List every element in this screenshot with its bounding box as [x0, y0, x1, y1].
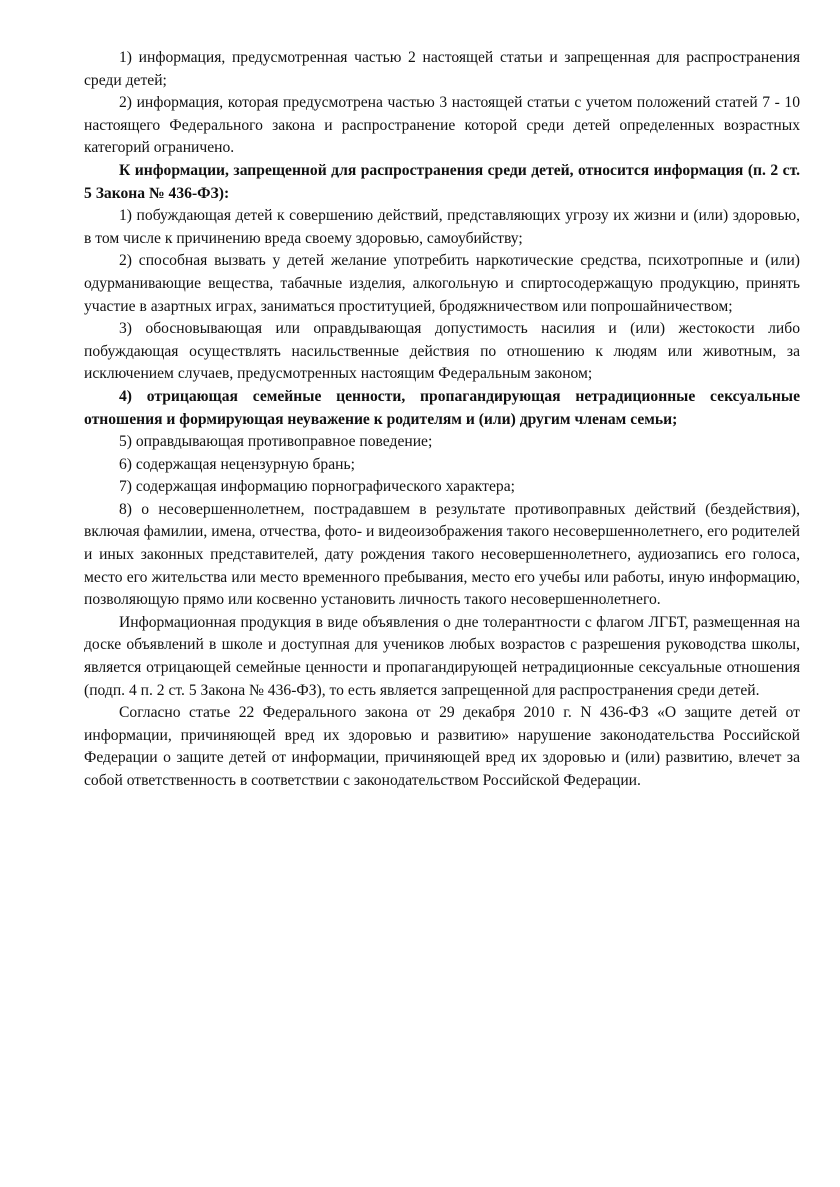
list-item-1: 1) побуждающая детей к совершению действий, представляющих угрозу их жизни и (или) здоровью, в том числе к причинению вреда своему здоровью, самоубийству; — [84, 207, 800, 247]
list-item-2: 2) способная вызвать у детей желание употребить наркотические средства, психотропные и (или) одурманивающие вещества, табачные изделия, алкогольную и спиртосодержащую продукцию, принять участие в азартных играх, заниматься проституцией, бродяжничеством или попрошайничеством; — [84, 252, 800, 315]
list-item-8: 8) о несовершеннолетнем, пострадавшем в результате противоправных действий (бездействия), включая фамилии, имена, отчества, фото- и видеоизображения такого несовершеннолетнего, его родителей и иных законных представителей, дату рождения такого несовершеннолетнего, аудиозапись его голоса, место его жительства или место временного пребывания, место его учебы или работы, иную информацию, позволяющую прямо или косвенно установить личность такого несовершеннолетнего. — [84, 500, 800, 609]
document-page — [84, 47, 800, 793]
paragraph-item-1: 1) информация, предусмотренная частью 2 настоящей статьи и запрещенная для распространения среди детей; — [84, 49, 800, 89]
list-item-7: 7) содержащая информацию порнографического характера; — [119, 478, 515, 496]
list-item-6: 6) содержащая нецензурную брань; — [119, 455, 355, 473]
paragraph-heading: К информации, запрещенной для распространения среди детей, относится информация (п. 2 ст. 5 Закона № 436-ФЗ): — [84, 161, 800, 202]
list-item-4-highlighted: 4) отрицающая семейные ценности, пропагандирующая нетрадиционные сексуальные отношения и формирующая неуважение к родителям и (или) другим членам семьи; — [84, 387, 800, 428]
legal-reference-paragraph: Согласно статье 22 Федерального закона от 29 декабря 2010 г. N 436-ФЗ «О защите детей от информации, причиняющей вред их здоровью и развитию» нарушение законодательства Российской Федерации о защите детей от информации, причиняющей вред их здоровью и (или) развитию, влечет за собой ответственность в соответствии с законодательством Российской Федерации. — [84, 704, 800, 789]
list-item-5: 5) оправдывающая противоправное поведение; — [119, 433, 433, 451]
paragraph-item-2: 2) информация, которая предусмотрена частью 3 настоящей статьи с учетом положений статей 7 - 10 настоящего Федерального закона и распространение которой среди детей определенных возрастных категорий ограничено. — [84, 94, 800, 157]
conclusion-paragraph: Информационная продукция в виде объявления о дне толерантности с флагом ЛГБТ, размещенная на доске объявлений в школе и доступная для учеников любых возрастов с разрешения руководства школы, является отрицающей семейные ценности и пропагандирующей нетрадиционные сексуальные отношения (подп. 4 п. 2 ст. 5 Закона № 436-ФЗ), то есть является запрещенной для распространения среди детей. — [84, 613, 800, 699]
list-item-3: 3) обосновывающая или оправдывающая допустимость насилия и (или) жестокости либо побуждающая осуществлять насильственные действия по отношению к людям или животным, за исключением случаев, предусмотренных настоящим Федеральным законом; — [84, 320, 800, 383]
